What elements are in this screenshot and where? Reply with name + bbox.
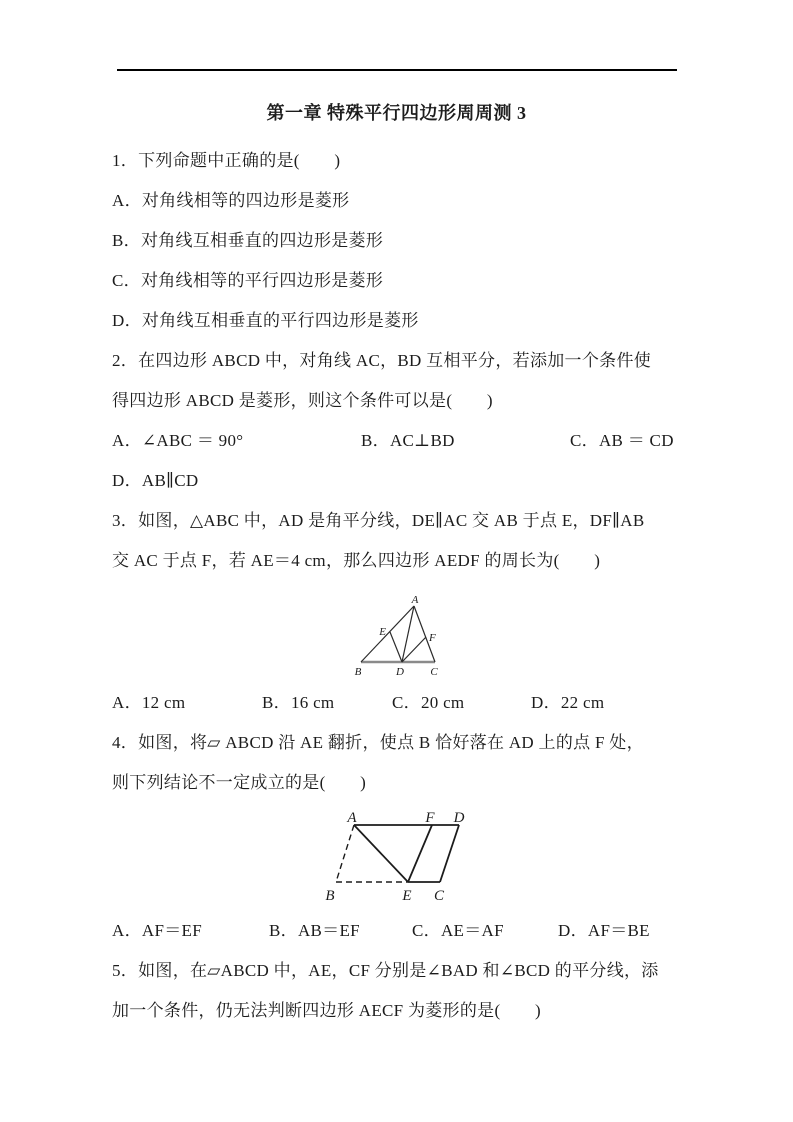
triangle-segment-df (402, 637, 426, 662)
q4-option-c: C．AE＝AF (412, 921, 504, 940)
q2-option-b: B．AC⊥BD (361, 431, 455, 450)
triangle-side-ab (361, 606, 414, 662)
q2-stem-line1: 2．在四边形 ABCD 中，对角线 AC，BD 互相平分，若添加一个条件使 (112, 351, 652, 370)
q5-stem-line1: 5．如图，在▱ABCD 中，AE，CF 分别是∠BAD 和∠BCD 的平分线，添 (112, 961, 659, 980)
page-title: 第一章 特殊平行四边形周周测 3 (266, 103, 527, 123)
q3-option-a: A．12 cm (112, 693, 186, 712)
q2-option-d: D．AB∥CD (112, 471, 199, 490)
triangle-label-f: F (429, 632, 436, 644)
triangle-label-d: D (396, 666, 404, 678)
parallelogram-figure-svg (322, 812, 478, 906)
q4-options-row (112, 919, 682, 943)
q1-option-c: C．对角线相等的平行四边形是菱形 (112, 271, 384, 290)
q1-option-d: D．对角线互相垂直的平行四边形是菱形 (112, 311, 419, 330)
q4-option-a: A．AF＝EF (112, 921, 202, 940)
header-rule (117, 69, 677, 71)
parallelogram-figure (322, 812, 478, 906)
q3-option-c: C．20 cm (392, 693, 465, 712)
parallelogram-label-e: E (402, 888, 412, 904)
triangle-figure (348, 592, 452, 678)
q1-option-a: A．对角线相等的四边形是菱形 (112, 191, 350, 210)
triangle-bisector-ad (402, 606, 414, 662)
q2-options-row (112, 429, 682, 453)
q3-option-d: D．22 cm (531, 693, 605, 712)
triangle-label-e: E (379, 626, 386, 638)
parallelogram-segment-fe (408, 825, 432, 882)
q4-stem-line1: 4．如图，将▱ ABCD 沿 AE 翻折，使点 B 恰好落在 AD 上的点 F 处， (112, 733, 644, 752)
parallelogram-label-b: B (325, 888, 335, 904)
q3-options-row (112, 691, 682, 715)
q2-stem-line2: 得四边形 ABCD 是菱形，则这个条件可以是( ) (112, 391, 493, 410)
parallelogram-label-c: C (433, 888, 445, 904)
triangle-label-a: A (411, 594, 419, 606)
triangle-label-b: B (354, 666, 362, 678)
triangle-label-c: C (430, 666, 438, 678)
parallelogram-side-ab-dashed (336, 825, 354, 882)
q5-stem-line2: 加一个条件，仍无法判断四边形 AECF 为菱形的是( ) (112, 1001, 541, 1020)
parallelogram-side-cd (440, 825, 459, 882)
triangle-figure-svg (348, 592, 452, 678)
q3-stem-line2: 交 AC 于点 F，若 AE＝4 cm，那么四边形 AEDF 的周长为( ) (112, 551, 601, 570)
parallelogram-fold-ae (354, 825, 408, 882)
q3-stem-line1: 3．如图，△ABC 中，AD 是角平分线，DE∥AC 交 AB 于点 E，DF∥AB (112, 511, 645, 530)
triangle-segment-ed (390, 632, 402, 662)
parallelogram-label-f: F (425, 812, 435, 826)
parallelogram-label-a: A (347, 812, 357, 826)
parallelogram-label-d: D (453, 812, 465, 826)
q2-option-a: A．∠ABC ＝ 90° (112, 431, 244, 450)
q4-stem-line2: 则下列结论不一定成立的是( ) (112, 773, 367, 792)
q4-option-b: B．AB＝EF (269, 921, 360, 940)
q4-option-d: D．AF＝BE (558, 921, 650, 940)
q2-option-c: C．AB ＝ CD (570, 431, 674, 450)
q1-stem: 1．下列命题中正确的是( ) (112, 151, 341, 170)
q1-option-b: B．对角线互相垂直的四边形是菱形 (112, 231, 384, 250)
q3-option-b: B．16 cm (262, 693, 335, 712)
